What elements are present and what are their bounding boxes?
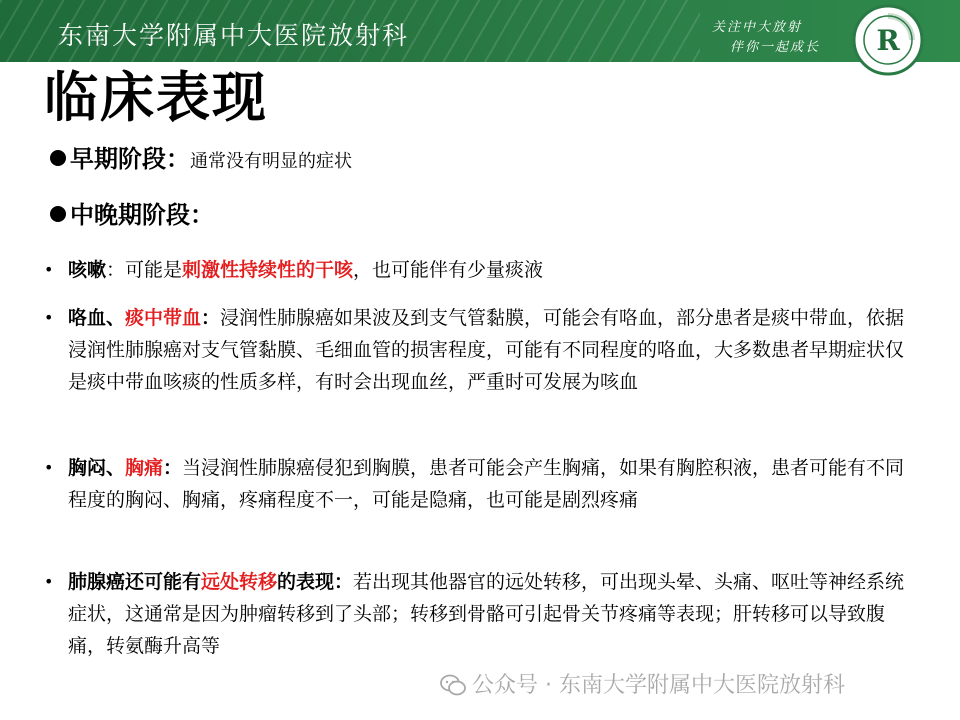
- bullet-dot-icon: [50, 150, 66, 166]
- symptom-item-cough: [44, 254, 910, 286]
- slogan-line-2: 伴你一起成长: [730, 40, 821, 55]
- wechat-icon: [440, 674, 466, 696]
- item-rest: 浸润性肺腺癌如果波及到支气管黏膜，可能会有咯血，部分患者是痰中带血，依据浸润性肺腺癌对支气管黏膜、毛细血管的损害程度，可能有不同程度的咯血，大多数患者早期症状仅是痰中带血咳痰的性质多样，有时会出现血丝，严重时可发展为咳血: [68, 307, 905, 393]
- header-banner: [0, 0, 960, 62]
- page-title: 临床表现: [44, 66, 268, 129]
- item-sep: ：: [163, 457, 183, 479]
- hospital-logo-icon: [848, 4, 930, 86]
- item-highlight: 远处转移: [201, 571, 278, 593]
- logo-letter: R: [876, 24, 900, 57]
- item-bold: 胸闷、: [68, 457, 126, 479]
- item-sep: ：可能是: [106, 259, 183, 281]
- early-stage-desc: 通常没有明显的症状: [190, 151, 352, 172]
- bullet-icon: •: [44, 458, 54, 477]
- item-bold-2: 的表现：: [277, 571, 354, 593]
- slogan-line-1: 关注中大放射: [712, 20, 803, 35]
- symptom-item-metastasis: [44, 566, 910, 662]
- bullet-icon: •: [44, 308, 54, 327]
- bullet-icon: •: [44, 260, 54, 279]
- symptom-item-chest-pain: [44, 452, 910, 516]
- item-highlight: 刺激性持续性的干咳: [182, 259, 354, 281]
- item-bold: 咯血、: [68, 307, 126, 329]
- department-title: 东南大学附属中大医院放射科: [58, 21, 410, 50]
- late-stage: [50, 198, 214, 232]
- bullet-dot-icon: [50, 206, 66, 222]
- item-rest: 若出现其他器官的远处转移，可出现头晕、头痛、呕吐等神经系统症状，这通常是因为肿瘤转移到了头部；转移到骨骼可引起骨关节疼痛等表现；肝转移可以导致腹痛，转氨酶升高等: [68, 571, 905, 657]
- item-highlight: 胸痛: [125, 457, 164, 479]
- watermark: [440, 668, 845, 699]
- bullet-icon: •: [44, 572, 54, 591]
- item-highlight: 痰中带血: [125, 307, 202, 329]
- item-bold: 咳嗽: [68, 259, 107, 281]
- late-stage-label: 中晚期阶段：: [70, 201, 214, 229]
- symptom-item-hemoptysis: [44, 302, 910, 398]
- early-stage-label: 早期阶段：: [70, 145, 190, 173]
- watermark-text: 公众号 · 东南大学附属中大医院放射科: [472, 673, 845, 698]
- early-stage: [50, 142, 352, 179]
- item-bold: 肺腺癌还可能有: [68, 571, 202, 593]
- item-rest: 当浸润性肺腺癌侵犯到胸膜，患者可能会产生胸痛，如果有胸腔积液，患者可能有不同程度的胸闷、胸痛，疼痛程度不一，可能是隐痛，也可能是剧烈疼痛: [68, 457, 905, 511]
- item-sep: ：: [201, 307, 221, 329]
- item-rest: ，也可能伴有少量痰液: [353, 259, 544, 281]
